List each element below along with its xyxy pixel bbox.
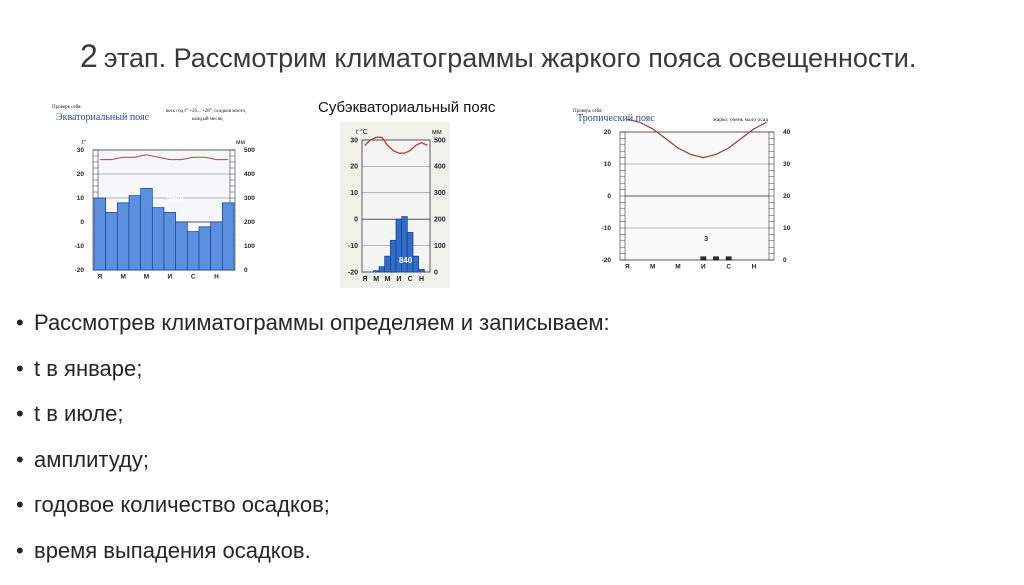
climatogram-tropical-svg [565,102,790,284]
month-label: М [373,276,380,283]
bullet-item: • t в июле; [16,401,124,426]
precip-bar [199,227,211,270]
bullet-item: • амплитуду; [16,446,149,472]
right-tick-label: 20 [783,193,790,201]
right-tick-label: 400 [244,171,255,179]
month-label: И [700,263,706,271]
precip-bar [141,188,153,270]
left-tick-label: -10 [74,243,84,251]
chart-note-line2: каждый месяц [192,117,223,122]
precip-bar [701,257,706,260]
slide-title [80,38,916,75]
precip-bar [129,196,141,270]
right-tick-label: 500 [244,147,255,155]
climatogram-equatorial [42,100,258,284]
right-tick-label: 10 [783,225,790,233]
chart-title: Экваториальный пояс [56,112,150,123]
chart-title: Тропический пояс [577,113,655,124]
precip-bar [211,222,223,270]
month-label: Н [214,273,219,281]
month-label: С [726,263,732,271]
precip-bar [713,257,718,260]
left-tick-label: -20 [74,267,84,275]
precip-bar [413,256,419,272]
right-axis-unit: мм [432,129,442,136]
chart-note-line1: весь год t° +26... +28°, осадков много, [166,109,247,114]
right-axis-unit: мм [236,139,245,146]
right-tick-label: 40 [783,129,790,137]
precip-bar [152,208,164,270]
left-tick-label: 0 [80,219,84,227]
bullet-list [16,312,610,585]
left-tick-label: 10 [76,195,84,203]
precip-bar [117,203,129,270]
month-label: М [384,276,391,283]
left-tick-label: 30 [350,137,358,145]
right-tick-label: 400 [434,163,446,171]
left-tick-label: -20 [601,257,611,265]
climatogram-subequatorial [340,122,450,288]
month-label: М [120,273,126,281]
left-tick-label: 0 [354,216,358,224]
precip-bar [222,203,234,270]
precip-bar [106,212,118,270]
bullet-item: • время выпадения осадков. [16,537,311,563]
precip-bar [726,257,731,260]
month-label: М [649,263,656,271]
precip-bar [385,256,391,272]
right-tick-label: 30 [783,161,790,169]
right-tick-label: 300 [434,190,446,198]
climatogram-tropical [565,102,790,284]
month-label: С [190,273,196,281]
left-tick-label: -20 [347,269,358,277]
month-label: И [396,276,402,283]
subequatorial-caption: Субэкваториальный пояс [318,99,496,116]
left-axis-unit: t °C [356,129,368,136]
right-tick-label: 300 [244,195,255,203]
left-tick-label: 10 [603,161,611,169]
right-tick-label: 500 [434,137,446,145]
right-tick-label: 100 [244,243,255,251]
month-label: Н [751,263,757,271]
annual-precip-label: 840 [398,255,413,265]
left-tick-label: 20 [603,129,611,137]
check-yourself-label: Проверь себя: [573,109,603,114]
bullet-item: • t в январе; [16,355,143,381]
month-label: М [675,263,681,271]
precip-bar [379,267,385,272]
annual-precip-label: 2860 [166,194,184,204]
month-label: Я [624,263,630,271]
month-label: М [143,273,150,281]
precip-bar [164,212,176,270]
right-tick-label: 0 [434,269,438,277]
precip-bar [176,222,188,270]
month-label: Н [418,276,425,283]
bullet-item: • Рассмотрев климатограммы определяем и записываем: [16,310,610,335]
climatogram-subequatorial-svg [340,122,450,288]
precip-bar [419,269,425,272]
left-tick-label: 20 [76,171,84,179]
right-tick-label: 0 [783,257,787,265]
check-yourself-label: Проверь себя: [52,105,82,110]
climatogram-equatorial-svg [42,100,258,284]
annual-precip-label: 3 [704,233,709,243]
right-tick-label: 200 [244,219,255,227]
bullet-item: • годовое количество осадков; [16,492,330,517]
month-label: И [167,273,173,281]
precip-bar [187,232,199,270]
left-tick-label: -10 [601,225,611,233]
left-tick-label: 30 [76,147,84,155]
chart-note-line1: жарко; очень мало осад [713,117,769,123]
left-tick-label: 0 [607,193,611,201]
month-label: Я [97,273,103,281]
left-tick-label: 10 [350,190,358,198]
month-label: Я [362,276,368,283]
right-tick-label: 200 [434,216,446,224]
title-text: этап. Рассмотрим климатограммы жаркого пояса освещенности. [103,43,917,73]
precip-bar [390,240,396,272]
precip-bar [407,232,413,272]
month-label: С [407,276,413,283]
precip-bar [373,271,379,272]
left-tick-label: 20 [350,163,358,171]
right-tick-label: 100 [434,242,446,250]
left-tick-label: -10 [347,242,358,250]
precip-bar [94,198,106,270]
left-axis-unit: t° [82,139,87,146]
right-tick-label: 0 [244,267,248,275]
title-number: 2 [80,38,98,74]
